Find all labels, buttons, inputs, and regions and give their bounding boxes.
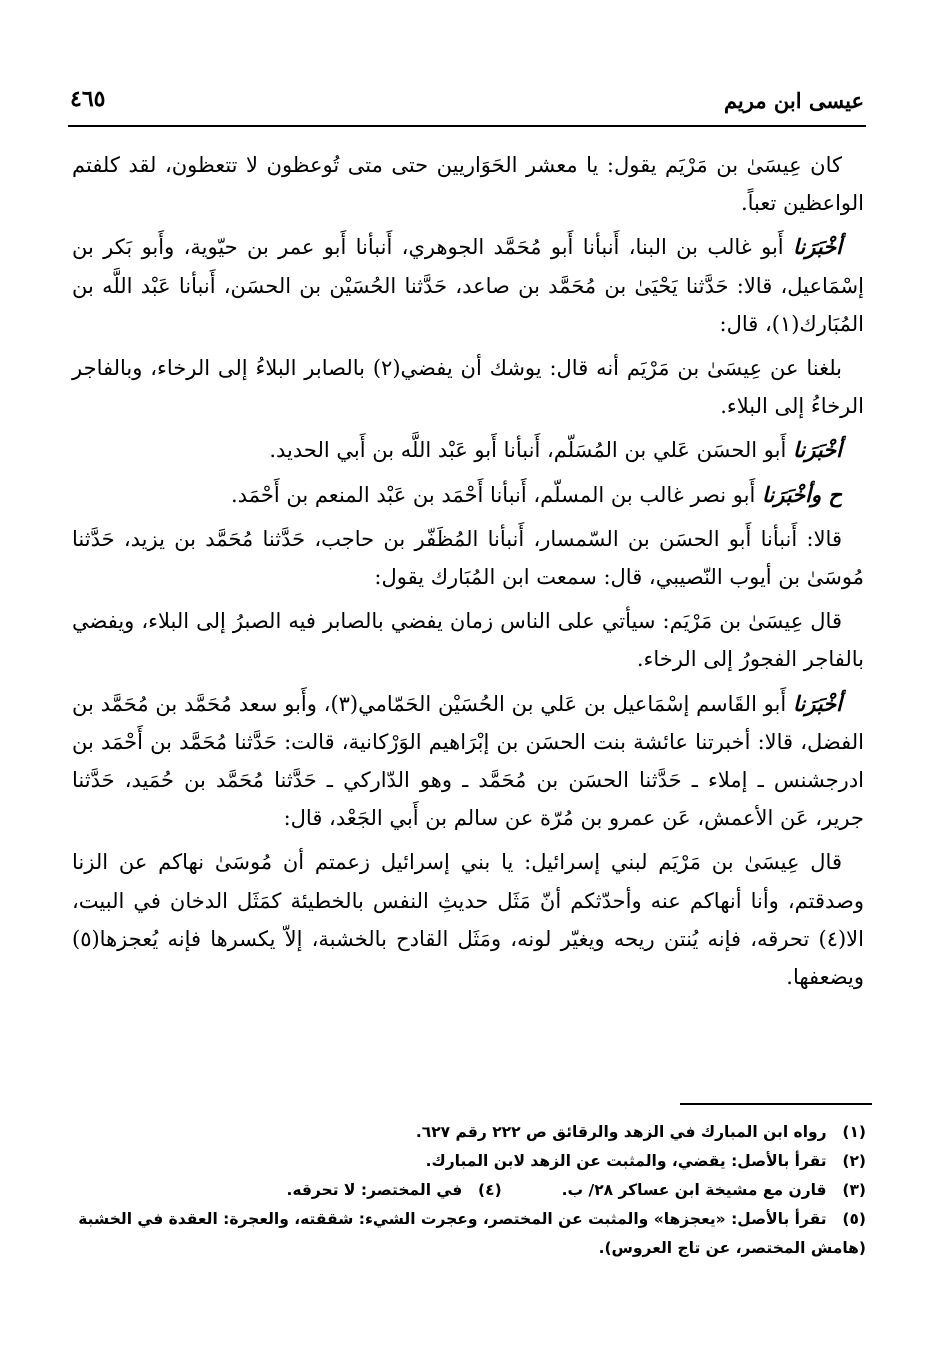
paragraph bbox=[72, 602, 864, 678]
footnote-number: (٢) bbox=[842, 1152, 866, 1170]
paragraph bbox=[72, 228, 864, 343]
page-header bbox=[68, 82, 866, 122]
paragraph-lead: ح وأخْبَرَنا bbox=[762, 481, 842, 507]
paragraph bbox=[72, 520, 864, 596]
paragraph bbox=[72, 685, 864, 838]
footnote bbox=[72, 1205, 866, 1263]
paragraph bbox=[72, 431, 864, 469]
footnote-text: رواه ابن المبارك في الزهد والرقائق ص ٢٢٢ رقم ٦٢٧. bbox=[415, 1123, 827, 1141]
footnote-number: (٣) bbox=[842, 1181, 866, 1199]
footnote-text: تقرأ بالأصل: يقضي، والمثبت عن الزهد لابن المبارك. bbox=[425, 1152, 827, 1170]
footnote-number: (١) bbox=[842, 1123, 866, 1141]
footnote bbox=[562, 1176, 866, 1205]
footnote-text: قارن مع مشيخة ابن عساكر ٢٨/ ب. bbox=[561, 1181, 827, 1199]
main-text bbox=[72, 146, 864, 1002]
paragraph-text: كان عِيسَىٰ بن مَرْيَم يقول: يا معشر الحَوَاريين حتى متى تُوعظون لا تتعظون، لقد كلفتم الواعظين تعباً. bbox=[72, 153, 864, 216]
paragraph-text: أَبو نصر غالب بن المسلّم، أَنبأنا أَحْمَد بن عَبْد المنعم بن أَحْمَد. bbox=[231, 482, 756, 507]
footnote-number: (٥) bbox=[842, 1210, 866, 1228]
paragraph-text: أَبو القَاسم إسْمَاعيل بن عَلي بن الحُسَيْن الحَمّامي(٣)، وأَبو سعد مُحَمَّد بن مُحَمَّد بن الفضل، قالا: أخبرتنا عائشة بنت الحسَن بن إبْرَاهيم الوَرْكانية، قالت: حَدَّثنا مُحَمَّد بن أَحْمَد بن ادرجشنس ـ إملاء ـ حَدَّثنا الحسَن بن مُحَمَّد ـ وهو الدّاركي ـ حَدَّثنا مُحَمَّد بن حُمَيد، حَدَّثنا جرير، عَن الأعمش، عَن عمرو بن مُرّة عن سالم بن أَبي الجَعْد، قال: bbox=[72, 691, 864, 831]
footnote-row bbox=[72, 1176, 866, 1205]
footnote-number: (٤) bbox=[478, 1181, 502, 1199]
footnote bbox=[72, 1118, 866, 1147]
page-number: ٤٦٥ bbox=[70, 86, 106, 112]
paragraph-text: أَبو غالب بن البنا، أَنبأنا أَبو مُحَمَّد الجوهري، أَنبأنا أَبو عمر بن حيّوية، وأَبو بَكر بن إسْمَاعيل، قالا: حَدَّثنا يَحْيَىٰ بن مُحَمَّد بن صاعد، حَدَّثنا الحُسَيْن بن الحسَن، أَنبأنا عَبْد اللَّه بن المُبَارك(١)، قال: bbox=[72, 235, 864, 336]
paragraph-text: أَبو الحسَن عَلي بن المُسَلّم، أَنبأنا أَبو عَبْد اللَّه بن أَبي الحديد. bbox=[269, 438, 787, 463]
running-title: عيسى ابن مريم bbox=[723, 88, 864, 113]
paragraph bbox=[72, 349, 864, 425]
footnote bbox=[72, 1147, 866, 1176]
paragraph-lead: أخْبَرَنا bbox=[793, 690, 842, 716]
paragraph-text: بلغنا عن عِيسَىٰ بن مَرْيَم أنه قال: يوشك أن يفضي(٢) بالصابر البلاءُ إلى الرخاء، وبالفاجر الرخاءُ إلى البلاء. bbox=[72, 356, 864, 419]
footnote bbox=[286, 1176, 501, 1205]
paragraph bbox=[72, 146, 864, 222]
footnotes bbox=[72, 1118, 866, 1263]
paragraph-text: قال عِيسَىٰ بن مَرْيَم: سيأتي على الناس زمان يفضي بالصابر فيه الصبرُ إلى البلاء، ويفضي بالفاجر الفجورُ إلى الرخاء. bbox=[72, 609, 864, 672]
paragraph-text: قال عِيسَىٰ بن مَرْيَم لبني إسرائيل: يا بني إسرائيل زعمتم أن مُوسَىٰ نهاكم عن الزنا وصدقتم، وأنا أنهاكم عنه وأحدّثكم أنّ مَثَل حديثِ النفس بالخطيئة كمَثَل الدخان في البيت، الا(٤) تحرقه، فإنه يُنتن ريحه ويغيّر لونه، ومَثَل القادح بالخشبة، إلاّ يكسرها فإنه يُعجزها(٥) ويضعفها. bbox=[72, 850, 864, 990]
paragraph-text: قالا: أَنبأنا أَبو الحسَن بن السّمسار، أَنبأنا المُظَفّر بن حاجب، حَدَّثنا مُحَمَّد بن يزيد، حَدَّثنا مُوسَىٰ بن أيوب النّصيبي، قال: سمعت ابن المُبَارك يقول: bbox=[72, 526, 864, 590]
paragraph-lead: أخْبَرَنا bbox=[793, 234, 842, 260]
footnote-text: في المختصر: لا تحرقه. bbox=[286, 1181, 463, 1199]
header-rule bbox=[68, 125, 866, 127]
footnote-rule bbox=[680, 1103, 872, 1105]
paragraph-lead: أخْبَرَنا bbox=[793, 437, 842, 463]
paragraph bbox=[72, 843, 864, 996]
paragraph bbox=[72, 476, 864, 514]
footnote-text: تقرأ بالأصل: «يعجزها» والمثبت عن المختصر، وعجرت الشيء: شققته، والعجرة: العقدة في الخشبة (هامش المختصر، عن تاج العروس). bbox=[78, 1210, 866, 1257]
